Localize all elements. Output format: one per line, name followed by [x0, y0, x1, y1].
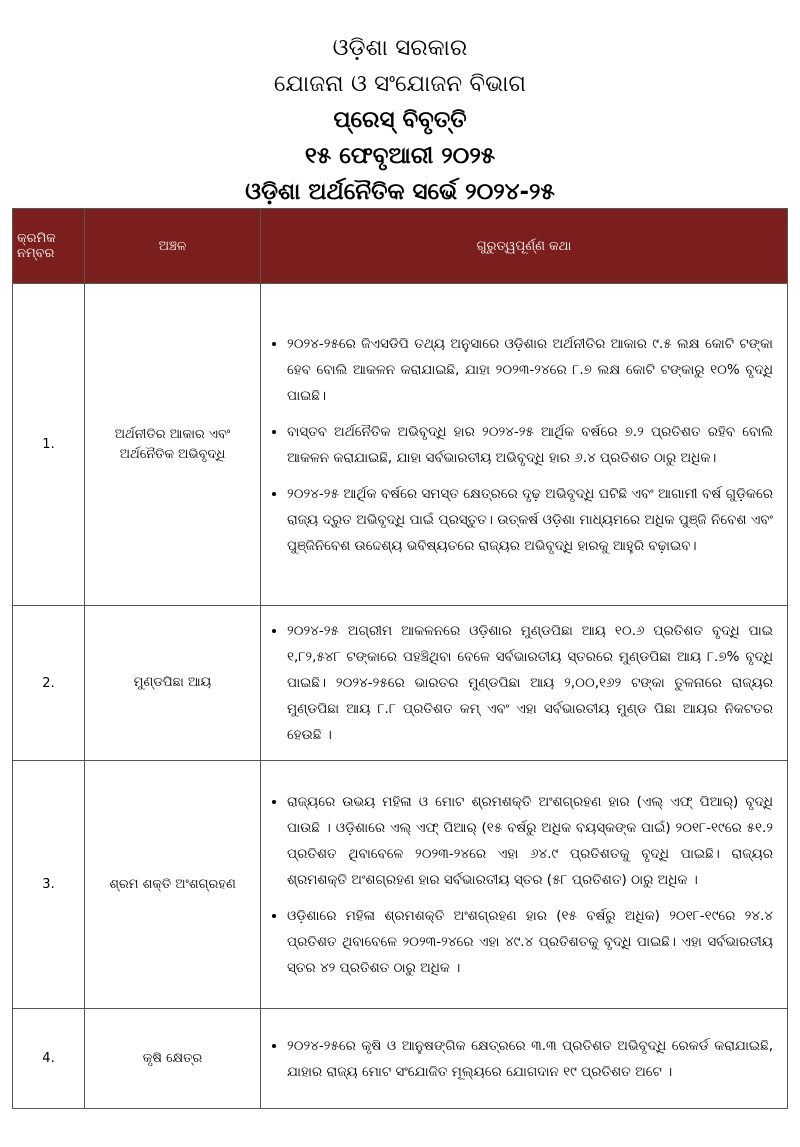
- list-item: • ୨୦୨୪-୨୫ରେ କୃଷି ଓ ଆନୁଷଙ୍ଗିକ କ୍ଷେତ୍ରରେ ୩.୩ ପ୍ରତିଶତ ଅଭିବୃଦ୍ଧି ରେକର୍ଡ କରାଯାଇଛି, ଯାହାର ରାଜ୍ୟ ମୋଟ ସଂଯୋଜିତ ମୂଲ୍ୟରେ ଯୋଗଦାନ ୧୯ ପ୍ରତିଶତ ଅଟେ ।: [287, 1033, 773, 1085]
- highlights-cell: [261, 1009, 788, 1109]
- table-row: [13, 1009, 788, 1109]
- list-item: • ଓଡ଼ିଶାରେ ମହିଳା ଶ୍ରମଶକ୍ତି ଅଂଶଗ୍ରହଣ ହାର (୧୫ ବର୍ଷରୁ ଅଧିକ) ୨୦୧୮-୧୯ରେ ୨୪.୪ ପ୍ରତିଶତ ଥିବାବେଳେ ୨୦୨୩-୨୪ରେ ଏହା ୪୯.୪ ପ୍ରତିଶତକୁ ବୃଦ୍ଧି ପାଇଛି। ଏହା ସର୍ବଭାରତୀୟ ସ୍ତର ୪୨ ପ୍ରତିଶତ ଠାରୁ ଅଧିକ ।: [287, 903, 773, 981]
- list-item: • ୨୦୨୪-୨୫ ଆର୍ଥିକ ବର୍ଷରେ ସମସ୍ତ କ୍ଷେତ୍ରରେ ଦୃଢ଼ ଅଭିବୃଦ୍ଧି ଘଟିଛି ଏବଂ ଆଗାମୀ ବର୍ଷ ଗୁଡ଼ିକରେ ରାଜ୍ୟ ଦ୍ରୁତ ଅଭିବୃଦ୍ଧି ପାଇଁ ପ୍ରସ୍ତୁତ। ଉତ୍କର୍ଷ ଓଡ଼ିଶା ମାଧ୍ୟମରେ ଅଧିକ ପୁଞ୍ଜି ନିବେଶ ଏବଂ ପୁଞ୍ଜିନିବେଶ ଉଦ୍ଦେଶ୍ୟ ଭବିଷ୍ୟତରେ ରାଜ୍ୟର ଅଭିବୃଦ୍ଧି ହାରକୁ ଆହୁରି ବଢ଼ାଇବ।: [287, 481, 773, 559]
- serial-number: 3.: [13, 761, 85, 1009]
- column-header-highlights: ଗୁରୁତ୍ୱପୂର୍ଣ୍ଣ କଥା: [261, 209, 788, 284]
- table-row: [13, 284, 788, 606]
- release-date: ୧୫ ଫେବୃଆରୀ ୨୦୨୫: [304, 143, 496, 169]
- highlights-table: [12, 208, 788, 1109]
- list-item: • ରାଜ୍ୟରେ ଉଭୟ ମହିଳା ଓ ମୋଟ ଶ୍ରମଶକ୍ତି ଅଂଶଗ୍ରହଣ ହାର (ଏଲ୍ ଏଫ୍ ପିଆର୍) ବୃଦ୍ଧି ପାଉଛି । ଓଡ଼ିଶାରେ ଏଲ୍ ଏଫ୍ ପିଆର୍ (୧୫ ବର୍ଷରୁ ଅଧିକ ବୟସ୍କଙ୍କ ପାଇଁ) ୨୦୧୮-୧୯ରେ ୫୧.୨ ପ୍ରତିଶତ ଥିବାବେଳେ ୨୦୨୩-୨୪ରେ ଏହା ୬୪.୯ ପ୍ରତିଶତକୁ ବୃଦ୍ଧି ପାଇଛି। ରାଜ୍ୟର ଶ୍ରମଶକ୍ତି ଅଂଶଗ୍ରହଣ ହାର ସର୍ବଭାରତୀୟ ସ୍ତର (୫୮ ପ୍ରତିଶତ) ଠାରୁ ଅଧିକ ।: [287, 789, 773, 893]
- document-header: [0, 0, 800, 210]
- list-item: • ୨୦୨୪-୨୫ ଅଗ୍ରୀମ ଆକଳନରେ ଓଡ଼ିଶାର ମୁଣ୍ଡପିଛା ଆୟ ୧୦.୬ ପ୍ରତିଶତ ବୃଦ୍ଧି ପାଇ ୧,୮୨,୫୪୮ ଟଙ୍କାରେ ପହଞ୍ଚିଥିବା ବେଳେ ସର୍ବଭାରତୀୟ ସ୍ତରରେ ମୁଣ୍ଡପିଛା ଆୟ ୮.୭% ବୃଦ୍ଧି ପାଇଛି। ୨୦୨୪-୨୫ରେ ଭାରତର ମୁଣ୍ଡପିଛା ଆୟ ୨,୦୦,୧୬୨ ଟଙ୍କା ତୁଳନାରେ ରାଜ୍ୟର ମୁଣ୍ଡପିଛା ଆୟ ୮.୮ ପ୍ରତିଶତ କମ୍ ଏବଂ ଏହା ସର୍ବଭାରତୀୟ ମୁଣ୍ଡ ପିଛା ଆୟର ନିକଟତର ହେଉଛି ।: [287, 618, 773, 748]
- government-name: ଓଡ଼ିଶା ସରକାର: [332, 35, 468, 61]
- department-name: ଯୋଜନା ଓ ସଂଯୋଜନ ବିଭାଗ: [273, 71, 527, 97]
- highlights-cell: [261, 284, 788, 606]
- press-release-label: ପ୍ରେସ୍ ବିବୃତ୍ତି: [333, 107, 467, 133]
- column-header-sector: ଅଞ୍ଚଳ: [85, 209, 261, 284]
- highlights-cell: [261, 606, 788, 761]
- serial-number: 4.: [13, 1009, 85, 1109]
- list-item: • ବାସ୍ତବ ଅର୍ଥନୈତିକ ଅଭିବୃଦ୍ଧି ହାର ୨୦୨୪-୨୫ ଆର୍ଥିକ ବର୍ଷରେ ୭.୨ ପ୍ରତିଶତ ରହିବ ବୋଲି ଆକଳନ କରାଯାଇଛି, ଯାହା ସର୍ବଭାରତୀୟ ଅଭିବୃଦ୍ଧି ହାର ୬.୪ ପ୍ରତିଶତ ଠାରୁ ଅଧିକ।: [287, 419, 773, 471]
- column-header-serial: କ୍ରମିକ ନମ୍ବର: [13, 209, 85, 284]
- sector-name: କୃଷି କ୍ଷେତ୍ର: [85, 1009, 261, 1109]
- document-title: ଓଡ଼ିଶା ଅର୍ଥନୈତିକ ସର୍ଭେ ୨୦୨୪-୨୫: [245, 179, 555, 205]
- sector-name: ଶ୍ରମ ଶକ୍ତି ଅଂଶଗ୍ରହଣ: [85, 761, 261, 1009]
- highlights-cell: [261, 761, 788, 1009]
- table-row: [13, 606, 788, 761]
- table-header-row: [13, 209, 788, 284]
- list-item: • ୨୦୨୪-୨୫ରେ ଜିଏସଡିପି ତଥ୍ୟ ଅନୁସାରେ ଓଡ଼ିଶାର ଅର୍ଥନୀତିର ଆକାର ୯.୫ ଲକ୍ଷ କୋଟି ଟଙ୍କା ହେବ ବୋଲି ଆକଳନ କରାଯାଇଛି, ଯାହା ୨୦୨୩-୨୪ରେ ୮.୭ ଲକ୍ଷ କୋଟି ଟଙ୍କାରୁ ୧୦% ବୃଦ୍ଧି ପାଇଛି।: [287, 331, 773, 409]
- table-row: [13, 761, 788, 1009]
- serial-number: 2.: [13, 606, 85, 761]
- serial-number: 1.: [13, 284, 85, 606]
- sector-name: ମୁଣ୍ଡପିଛା ଆୟ: [85, 606, 261, 761]
- sector-name: ଅର୍ଥନୀତିର ଆକାର ଏବଂ ଅର୍ଥନୈତିକ ଅଭିବୃଦ୍ଧି: [85, 284, 261, 606]
